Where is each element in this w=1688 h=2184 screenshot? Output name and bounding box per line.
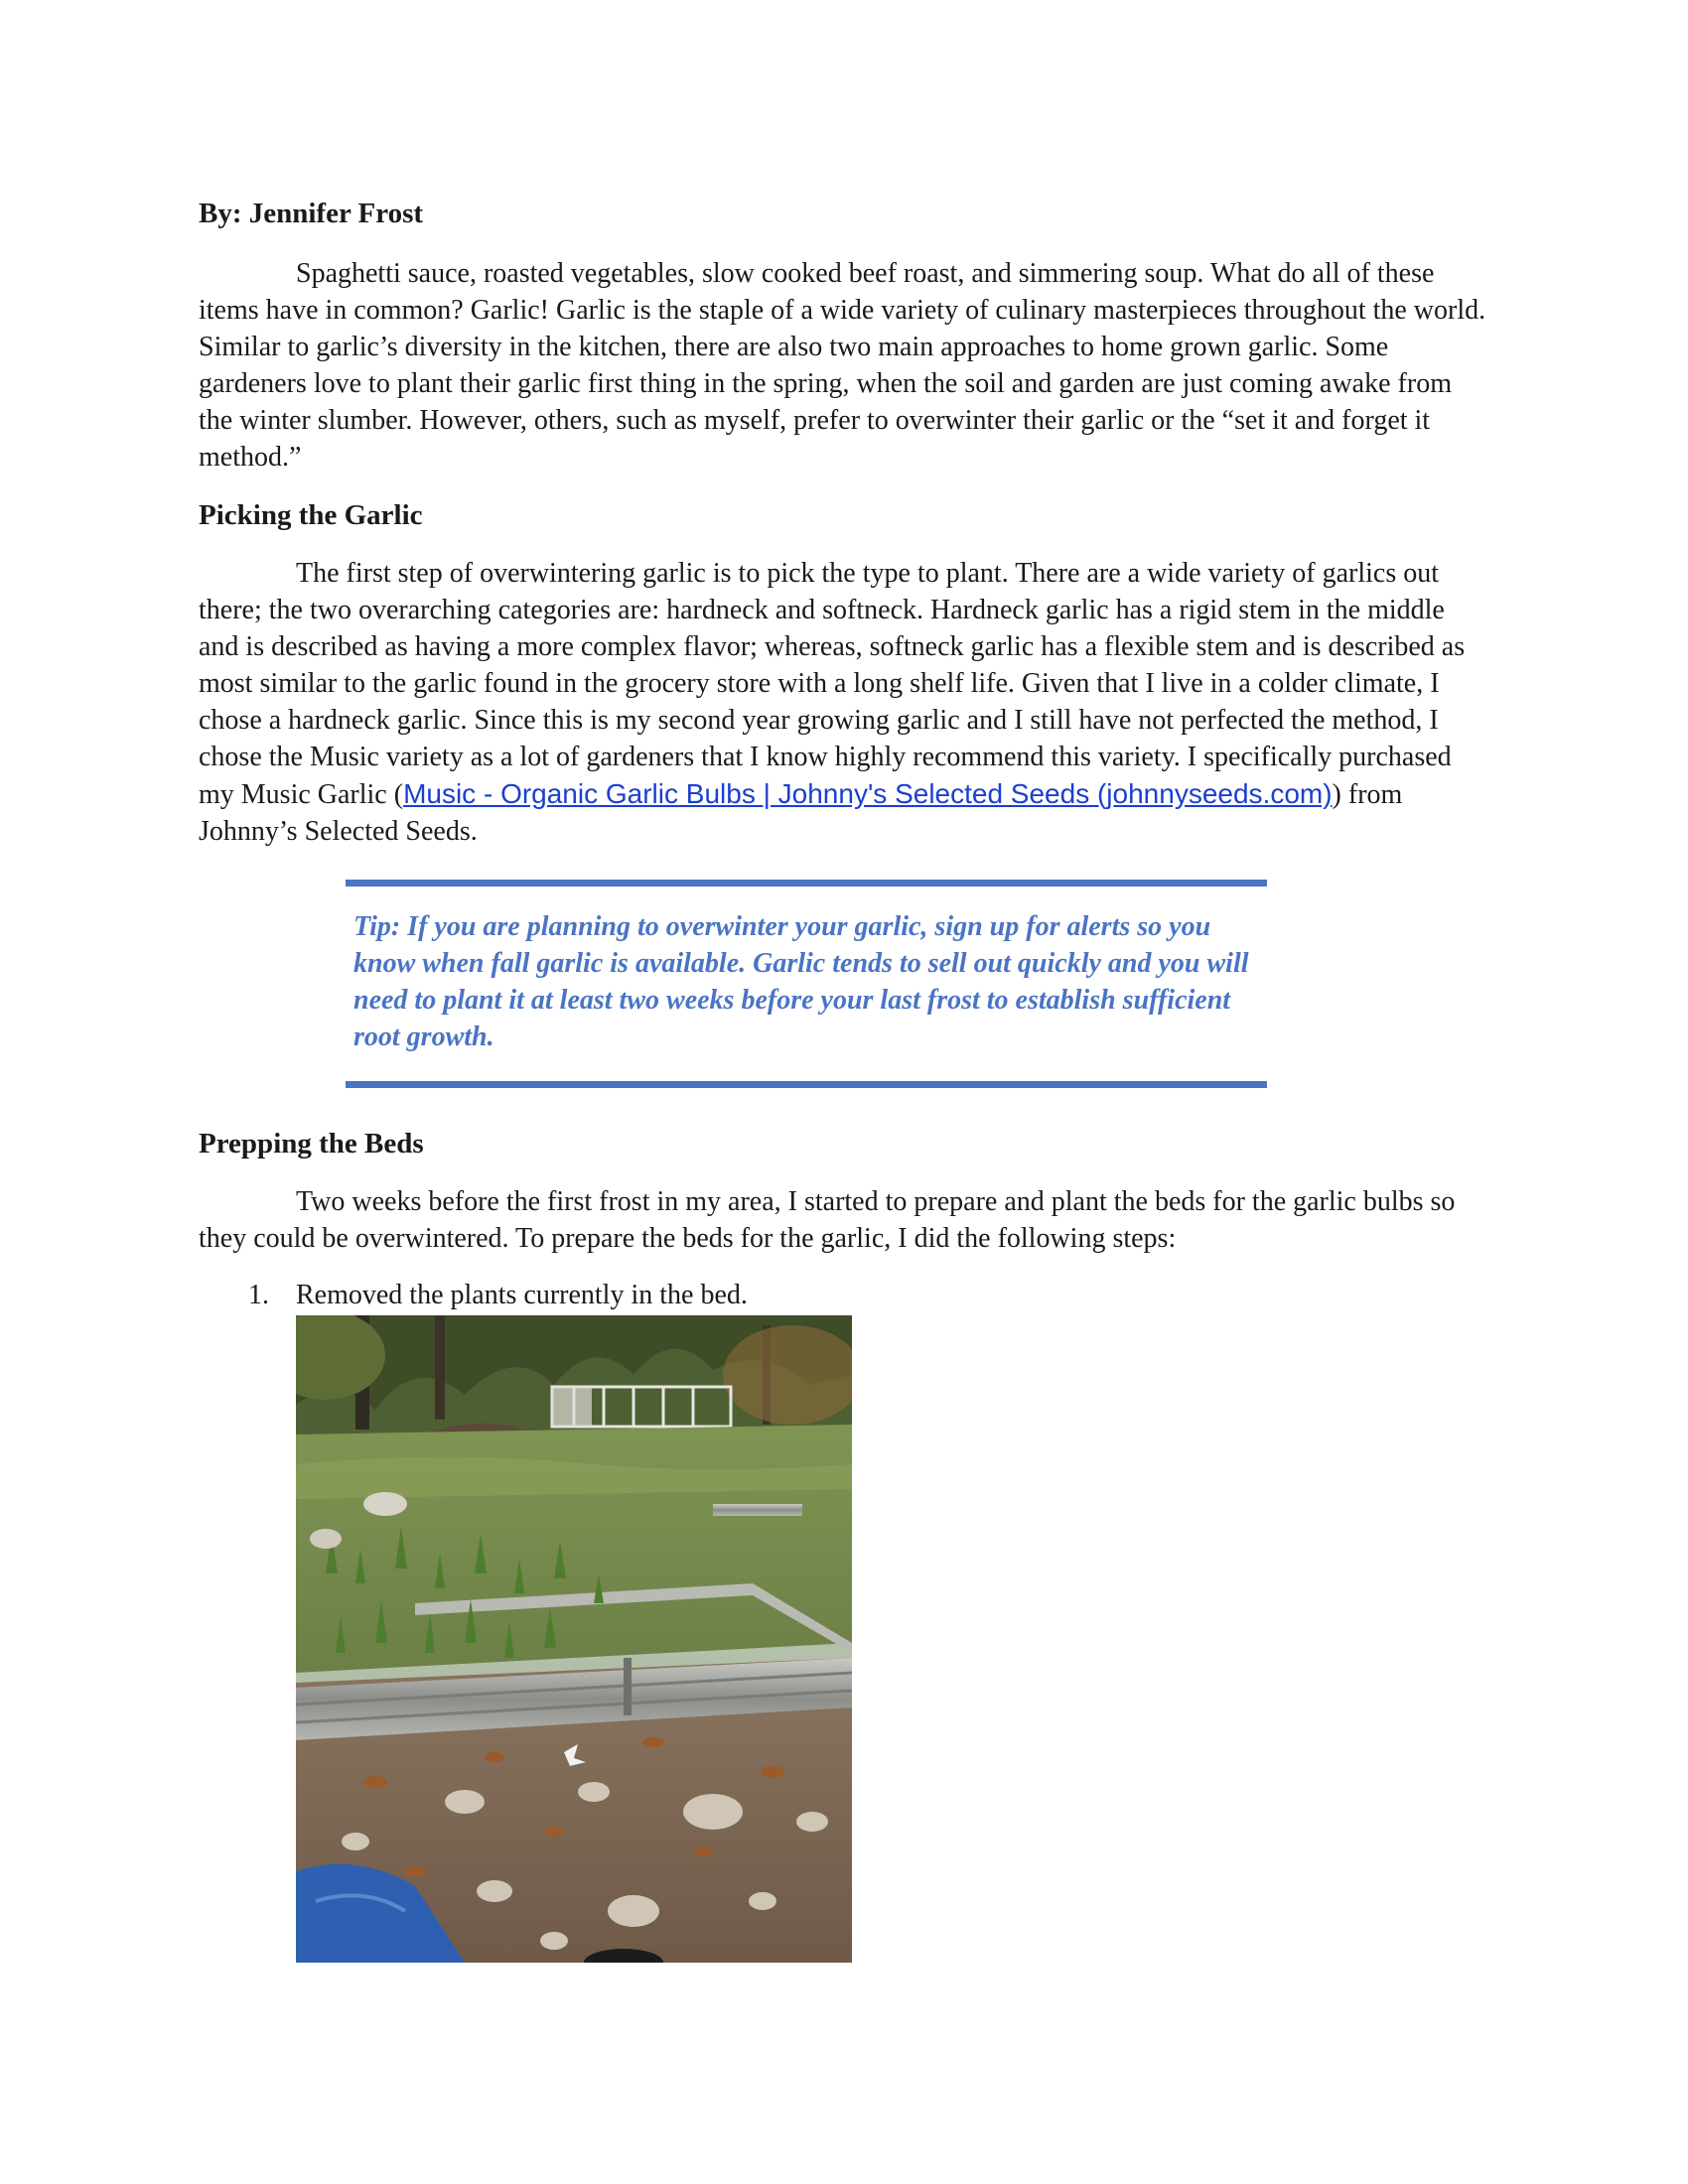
intro-paragraph: Spaghetti sauce, roasted vegetables, slow cooked beef roast, and simmering soup. What do all of these items have in common? Garlic! Garlic is the staple of a wide variety of culinary masterpieces throughout the world. Similar to garlic’s diversity in the kitchen, there are also two main approaches to home grown garlic. Some gardeners love to plant their garlic first thing in the spring, when the soil and garden are just coming awake from the winter slumber. However, others, such as myself, prefer to overwinter their garlic or the “set it and forget it method.” (199, 258, 1486, 473)
garden-bed-photo-image (296, 1315, 852, 1963)
johnnys-seeds-link[interactable]: Music - Organic Garlic Bulbs | Johnny's Selected Seeds (johnnyseeds.com) (403, 778, 1333, 809)
tip-text: Tip: If you are planning to overwinter your garlic, sign up for alerts so you know when fall garlic is available. Garlic tends to sell out quickly and you will need to plant it at least two weeks before your last frost to establish sufficient root growth. (353, 911, 1249, 1052)
list-item-text: Removed the plants currently in the bed. (296, 1280, 748, 1310)
document-page (199, 194, 1489, 1963)
garden-bed-photo (296, 1315, 852, 1963)
steps-list (199, 1277, 1489, 1313)
picking-garlic-text-end: ) from Johnny’s Selected Seeds. (199, 779, 1403, 847)
heading-prepping-beds: Prepping the Beds (199, 1128, 424, 1160)
picking-garlic-text: The first step of overwintering garlic is to pick the type to plant. There are a wide variety of garlics out there; the two overarching categories are: hardneck and softneck. Hardneck garlic has a rigid stem in the middle and is described as having a more complex flavor; whereas, softneck garlic has a flexible stem and is described as most similar to the garlic found in the grocery store with a long shelf life. Given that I live in a colder climate, I chose a hardneck garlic. Since this is my second year growing garlic and I still have not perfected the method, I chose the Music variety as a lot of gardeners that I know highly recommend this variety. I specifically purchased my Music Garlic ( (199, 558, 1466, 810)
byline: By: Jennifer Frost (199, 198, 424, 229)
list-item (199, 1277, 1489, 1313)
prepping-beds-paragraph: Two weeks before the first frost in my area, I started to prepare and plant the beds for the garlic bulbs so they could be overwintered. To prepare the beds for the garlic, I did the following steps: (199, 1186, 1456, 1254)
heading-picking-garlic: Picking the Garlic (199, 499, 423, 531)
tip-callout (346, 880, 1267, 1088)
list-item-number: 1. (248, 1280, 269, 1310)
picking-garlic-paragraph (199, 555, 1489, 850)
